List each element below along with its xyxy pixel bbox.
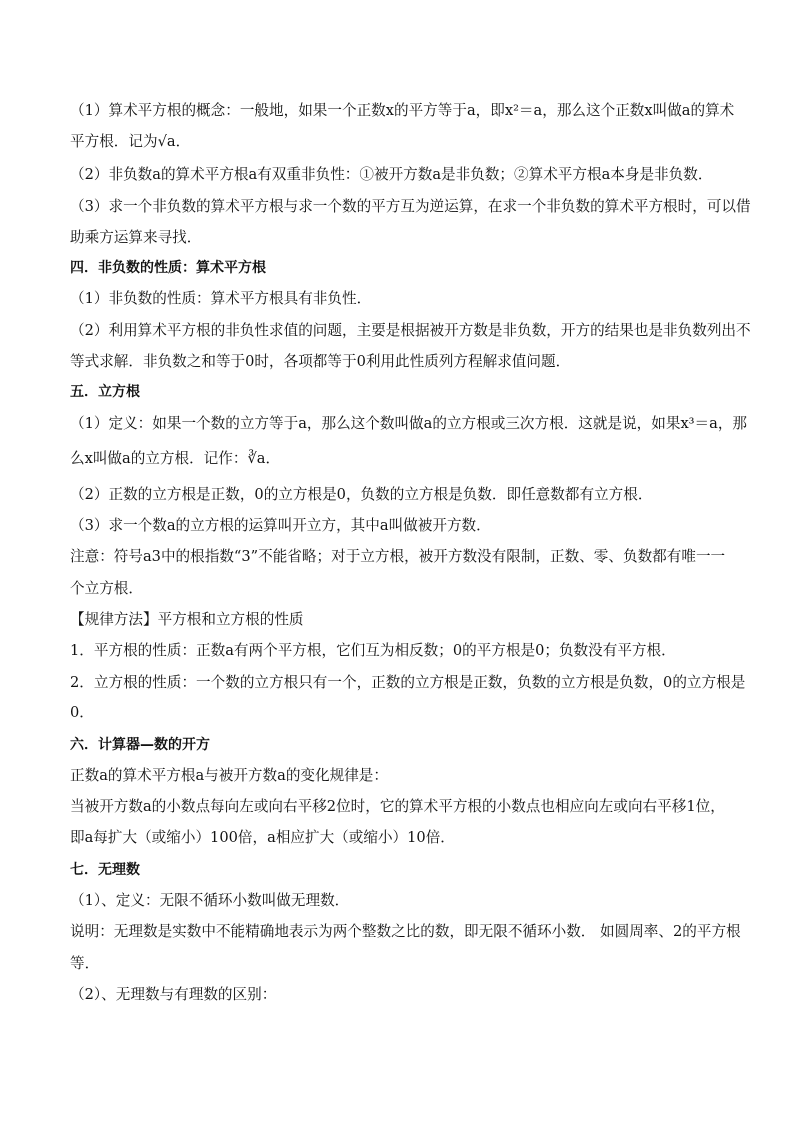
text-line: （3）求一个非负数的算术平方根与求一个数的平方互为逆运算，在求一个非负数的算术平方根时，可以借: [70, 198, 751, 215]
text-line: 说明：无理数是实数中不能精确地表示为两个整数之比的数，即无限不循环小数． 如圆周率、2的平方根: [70, 923, 741, 940]
section-heading: 七．无理数: [70, 862, 140, 878]
text-line: 当被开方数a的小数点每向左或向右平移2位时，它的算术平方根的小数点也相应向左或向右平移1位，: [70, 798, 725, 815]
text-line: （3）求一个数a的立方根的运算叫开立方，其中a叫做被开方数．: [70, 517, 491, 534]
section-heading: 六．计算器—数的开方: [70, 737, 210, 753]
text-line: 助乘方运算来寻找．: [70, 229, 202, 246]
text-line: （2）、无理数与有理数的区别：: [70, 986, 277, 1003]
text-line: （2）非负数a的算术平方根a有双重非负性：①被开方数a是非负数；②算术平方根a本身是非负数．: [70, 166, 713, 183]
text-line: 等式求解．非负数之和等于0时，各项都等于0利用此性质列方程解求值问题．: [70, 353, 571, 370]
text-line: 正数a的算术平方根a与被开方数a的变化规律是：: [70, 767, 388, 784]
section-heading: 四．非负数的性质：算术平方根: [70, 260, 266, 276]
text-line: 2．立方根的性质：一个数的立方根只有一个，正数的立方根是正数，负数的立方根是负数，0的立方根是: [70, 674, 746, 691]
section-heading: 五．立方根: [70, 384, 140, 400]
text-line: （1）、定义：无限不循环小数叫做无理数．: [70, 892, 350, 909]
text-line: 1．平方根的性质：正数a有两个平方根，它们互为相反数；0的平方根是0；负数没有平方根．: [70, 642, 676, 659]
text-line: 等．: [70, 955, 100, 972]
text-line: （2）正数的立方根是正数，0的立方根是0，负数的立方根是负数．即任意数都有立方根．: [70, 486, 653, 503]
text-line: 个立方根．: [70, 580, 143, 597]
text-line: 0．: [70, 704, 94, 721]
text-line: 【规律方法】平方根和立方根的性质: [70, 611, 304, 628]
text-line: 平方根．记为√a．: [70, 133, 191, 150]
text-line: 注意：符号a3中的根指数“3”不能省略；对于立方根，被开方数没有限制，正数、零、负数都有唯一一: [70, 548, 726, 565]
text-line: 即a每扩大（或缩小）100倍，a相应扩大（或缩小）10倍．: [70, 829, 455, 846]
text-line: （1）算术平方根的概念：一般地，如果一个正数x的平方等于a，即x²＝a，那么这个正数x叫做a的算术: [70, 102, 735, 119]
text-line: 么x叫做a的立方根．记作：∛a．: [70, 450, 281, 467]
text-line: （1）定义：如果一个数的立方等于a，那么这个数叫做a的立方根或三次方根．这就是说，如果x³＝a，那: [70, 415, 748, 432]
text-line: （2）利用算术平方根的非负性求值的问题，主要是根据被开方数是非负数，开方的结果也是非负数列出不: [70, 322, 751, 339]
text-line: （1）非负数的性质：算术平方根具有非负性．: [70, 290, 372, 307]
